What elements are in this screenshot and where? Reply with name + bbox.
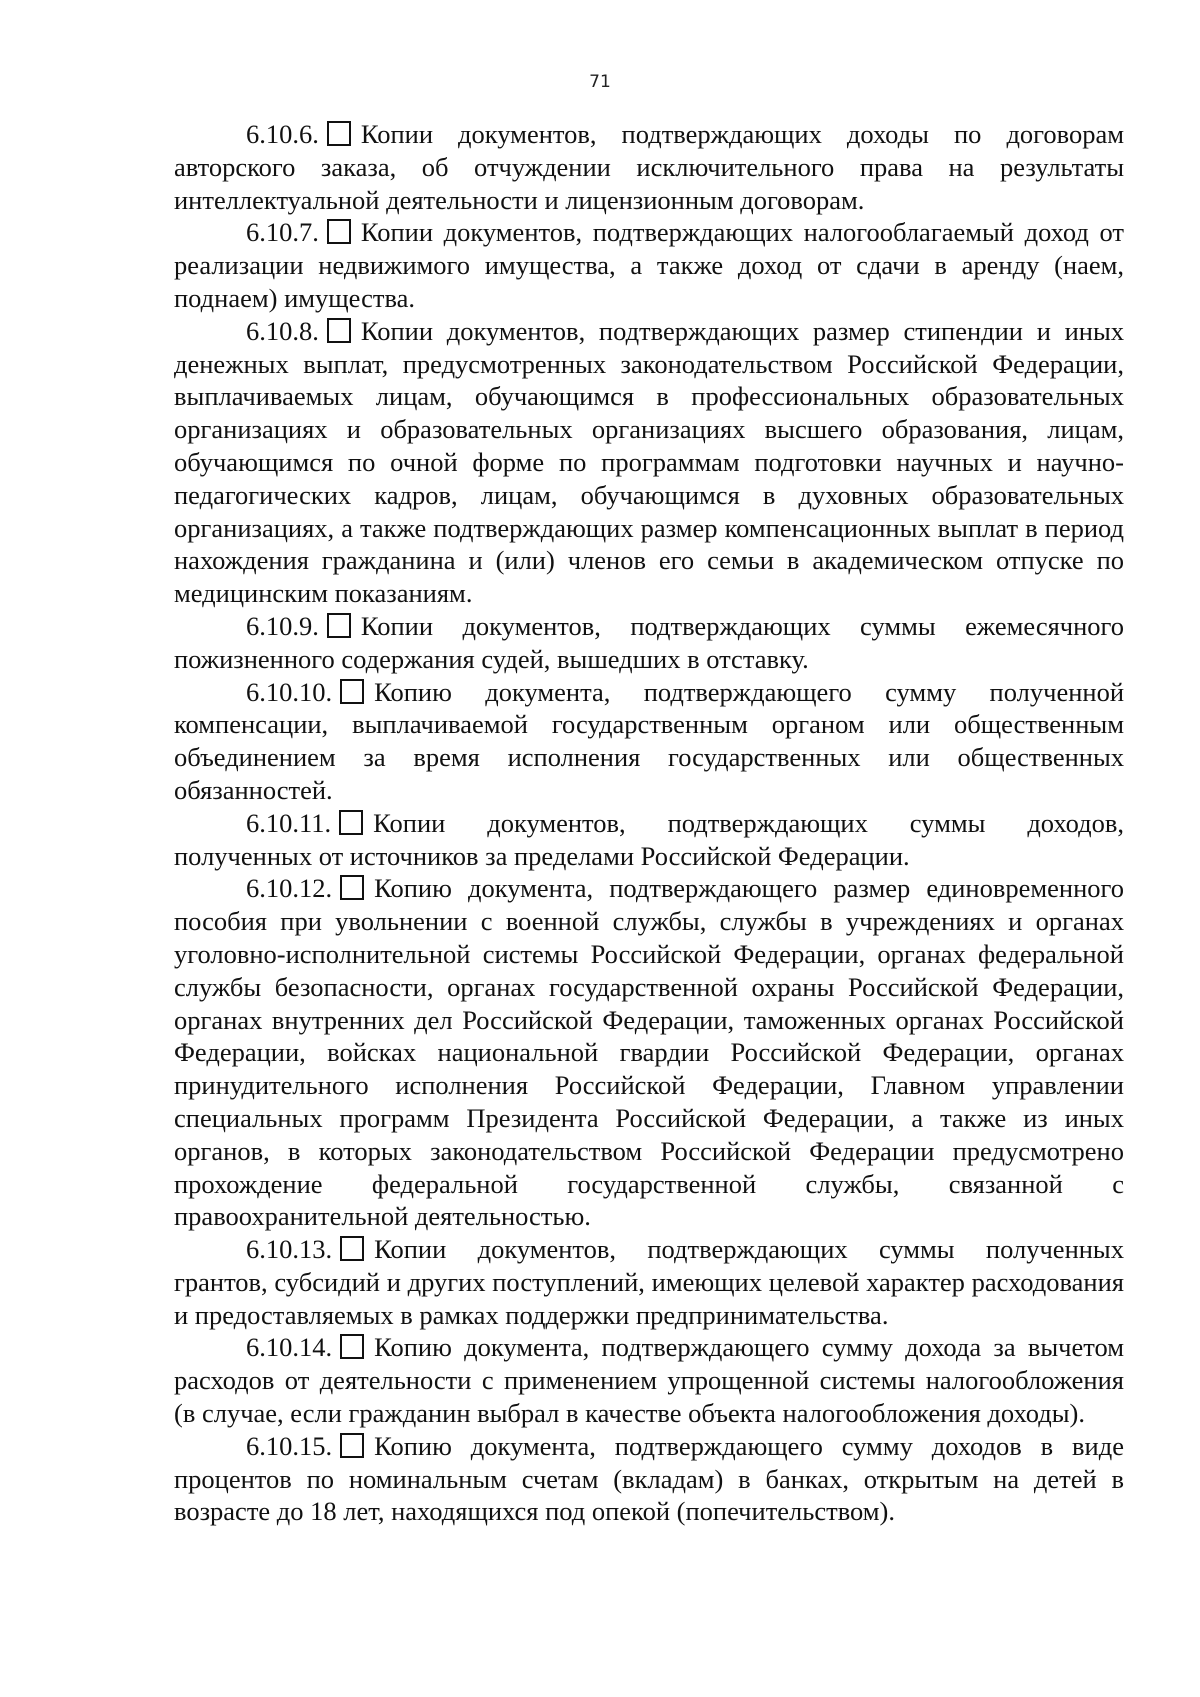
checkbox[interactable] (340, 1433, 364, 1458)
item-number: 6.10.10. (246, 676, 333, 707)
list-item-6-10-13 (174, 1233, 1124, 1331)
item-text: Копии документов, подтверждающих доходы по договорам авторского заказа, об отчуждении исключительного права на результаты интеллектуальной деятельности и лицензионным договорам. (174, 119, 1124, 215)
checkbox[interactable] (340, 875, 364, 900)
list-item-6-10-14 (174, 1331, 1124, 1429)
item-number: 6.10.11. (246, 807, 332, 838)
checkbox[interactable] (327, 121, 351, 146)
item-text: Копию документа, подтверждающего сумму доходов в виде процентов по номинальным счетам (вкладам) в банках, открытым на детей в возрасте до 18 лет, находящихся под опекой (попечительством). (174, 1430, 1124, 1527)
list-item-6-10-11 (174, 807, 1124, 873)
item-number: 6.10.9. (246, 610, 319, 641)
item-number: 6.10.8. (246, 315, 319, 346)
list-item-6-10-6 (174, 118, 1124, 216)
item-text: Копию документа, подтверждающего сумму дохода за вычетом расходов от деятельности с применением упрощенной системы налогообложения (в случае, если гражданин выбрал в качестве объекта налогообложения доходы). (174, 1332, 1124, 1429)
checkbox[interactable] (340, 1236, 364, 1261)
checkbox[interactable] (340, 1334, 364, 1359)
item-text: Копию документа, подтверждающего сумму полученной компенсации, выплачиваемой государственным органом или общественным объединением за время исполнения государственных или общественных обязанностей. (174, 676, 1124, 805)
item-number: 6.10.15. (246, 1430, 333, 1461)
item-text: Копии документов, подтверждающих суммы полученных грантов, субсидий и других поступлений, имеющих целевой характер расходования и предоставляемых в рамках поддержки предпринимательства. (174, 1234, 1124, 1330)
item-text: Копии документов, подтверждающих размер стипендии и иных денежных выплат, предусмотренных законодательством Российской Федерации, выплачиваемых лицам, обучающимся в профессиональных образовательных организациях и образовательных организациях высшего образования, лицам, обучающимся по очной форме по программам подготовки научных и научно-педагогических кадров, лицам, обучающимся в духовных образовательных организациях, а также подтверждающих размер компенсационных выплат в период нахождения гражданина и (или) членов его семьи в академическом отпуске по медицинским показаниям. (174, 315, 1124, 609)
item-text: Копии документов, подтверждающих налогооблагаемый доход от реализации недвижимого имущества, а также доход от сдачи в аренду (наем, поднаем) имущества. (174, 217, 1124, 313)
list-item-6-10-8 (174, 315, 1124, 610)
item-text: Копию документа, подтверждающего размер единовременного пособия при увольнении с военной службы, службы в учреждениях и органах уголовно-исполнительной системы Российской Федерации, органах федеральной службы безопасности, органах государственной охраны Российской Федерации, органах внутренних дел Российской Федерации, таможенных органах Российской Федерации, войсках национальной гвардии Российской Федерации, органах принудительного исполнения Российской Федерации, Главном управлении специальных программ Президента Российской Федерации, а также из иных органов, в которых законодательством Российской Федерации предусмотрено прохождение федеральной государственной службы, связанной с правоохранительной деятельностью. (174, 873, 1124, 1232)
checkbox[interactable] (339, 810, 363, 835)
checkbox[interactable] (327, 613, 351, 638)
document-body (174, 118, 1124, 1528)
item-text: Копии документов, подтверждающих суммы доходов, полученных от источников за пределами Российской Федерации. (174, 807, 1124, 871)
item-number: 6.10.13. (246, 1234, 333, 1265)
item-number: 6.10.7. (246, 217, 319, 248)
item-text: Копии документов, подтверждающих суммы ежемесячного пожизненного содержания судей, вышедших в отставку. (174, 610, 1124, 674)
list-item-6-10-15 (174, 1430, 1124, 1528)
checkbox[interactable] (327, 219, 351, 244)
checkbox[interactable] (340, 679, 364, 704)
checkbox[interactable] (327, 318, 351, 343)
item-number: 6.10.6. (246, 119, 319, 149)
item-number: 6.10.14. (246, 1332, 333, 1363)
list-item-6-10-12 (174, 872, 1124, 1233)
page-number: 71 (589, 72, 611, 92)
list-item-6-10-10 (174, 676, 1124, 807)
list-item-6-10-7 (174, 216, 1124, 314)
list-item-6-10-9 (174, 610, 1124, 676)
item-number: 6.10.12. (246, 873, 333, 904)
